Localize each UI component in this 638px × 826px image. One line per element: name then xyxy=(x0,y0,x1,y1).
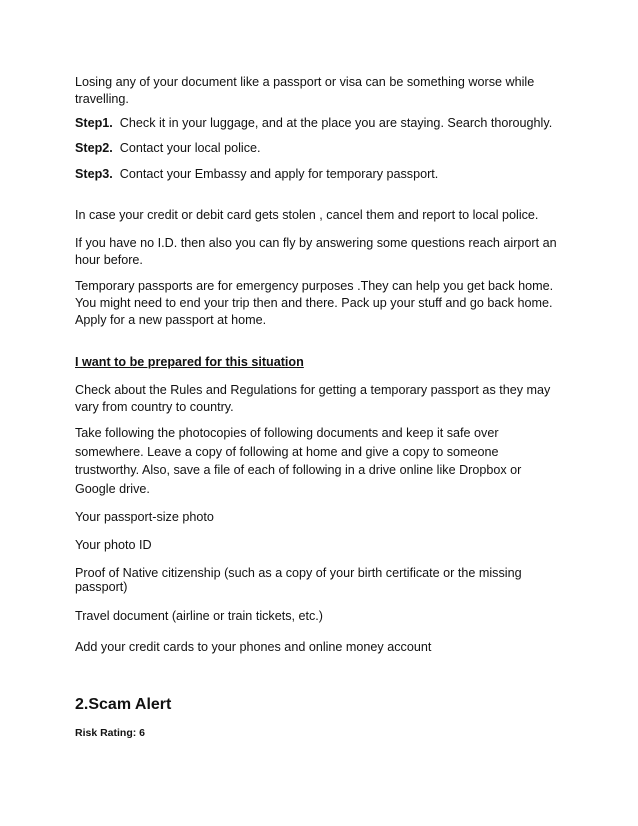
prepared-heading: I want to be prepared for this situation xyxy=(75,355,304,369)
rules-line-2: vary from country to country. xyxy=(75,400,234,414)
step-1-text: Check it in your luggage, and at the place you are staying. Search thoroughly. xyxy=(119,116,553,130)
no-id-paragraph xyxy=(75,235,575,269)
document-item-credit-cards: Add your credit cards to your phones and online money account xyxy=(75,640,432,654)
photocopies-paragraph xyxy=(75,424,575,498)
temp-passport-line-3: Apply for a new passport at home. xyxy=(75,313,267,327)
step-3-text: Contact your Embassy and apply for temporary passport. xyxy=(119,167,439,181)
temp-passport-line-2: You might need to end your trip then and there. Pack up your stuff and go back home. xyxy=(75,296,553,310)
temp-passport-paragraph xyxy=(75,278,575,329)
step-2-text: Contact your local police. xyxy=(119,141,261,155)
card-stolen-paragraph: In case your credit or debit card gets stolen , cancel them and report to local police. xyxy=(75,208,539,222)
step-3 xyxy=(75,166,575,183)
photocopies-line-1: Take following the photocopies of following documents and keep it safe over xyxy=(75,426,499,440)
rules-line-1: Check about the Rules and Regulations for getting a temporary passport as they may xyxy=(75,383,551,397)
citizenship-line-2: passport) xyxy=(75,580,128,594)
risk-rating: Risk Rating: 6 xyxy=(75,727,146,739)
intro-line-2: travelling. xyxy=(75,92,129,106)
intro-paragraph xyxy=(75,74,575,108)
no-id-line-1: If you have no I.D. then also you can fly by answering some questions reach airport an xyxy=(75,236,557,250)
step-3-label: Step3. xyxy=(75,167,113,181)
intro-line-1: Losing any of your document like a passport or visa can be something worse while xyxy=(75,75,535,89)
scam-alert-heading: 2.Scam Alert xyxy=(75,696,172,713)
step-2-label: Step2. xyxy=(75,141,113,155)
rules-paragraph xyxy=(75,382,575,416)
document-item-citizenship xyxy=(75,565,575,596)
temp-passport-line-1: Temporary passports are for emergency purposes .They can help you get back home. xyxy=(75,279,554,293)
step-2 xyxy=(75,140,575,157)
document-item-photo-id: Your photo ID xyxy=(75,538,152,552)
citizenship-line-1: Proof of Native citizenship (such as a copy of your birth certificate or the missing xyxy=(75,566,522,580)
photocopies-line-2: somewhere. Leave a copy of following at home and give a copy to someone xyxy=(75,444,499,459)
photocopies-line-4: Google drive. xyxy=(75,481,150,496)
photocopies-line-3: trustworthy. Also, save a file of each of following in a drive online like Dropbox or xyxy=(75,463,522,477)
step-1 xyxy=(75,115,575,132)
no-id-line-2: hour before. xyxy=(75,253,143,267)
step-1-label: Step1. xyxy=(75,116,113,130)
document-item-travel: Travel document (airline or train tickets, etc.) xyxy=(75,609,323,623)
document-item-photo: Your passport-size photo xyxy=(75,510,214,524)
